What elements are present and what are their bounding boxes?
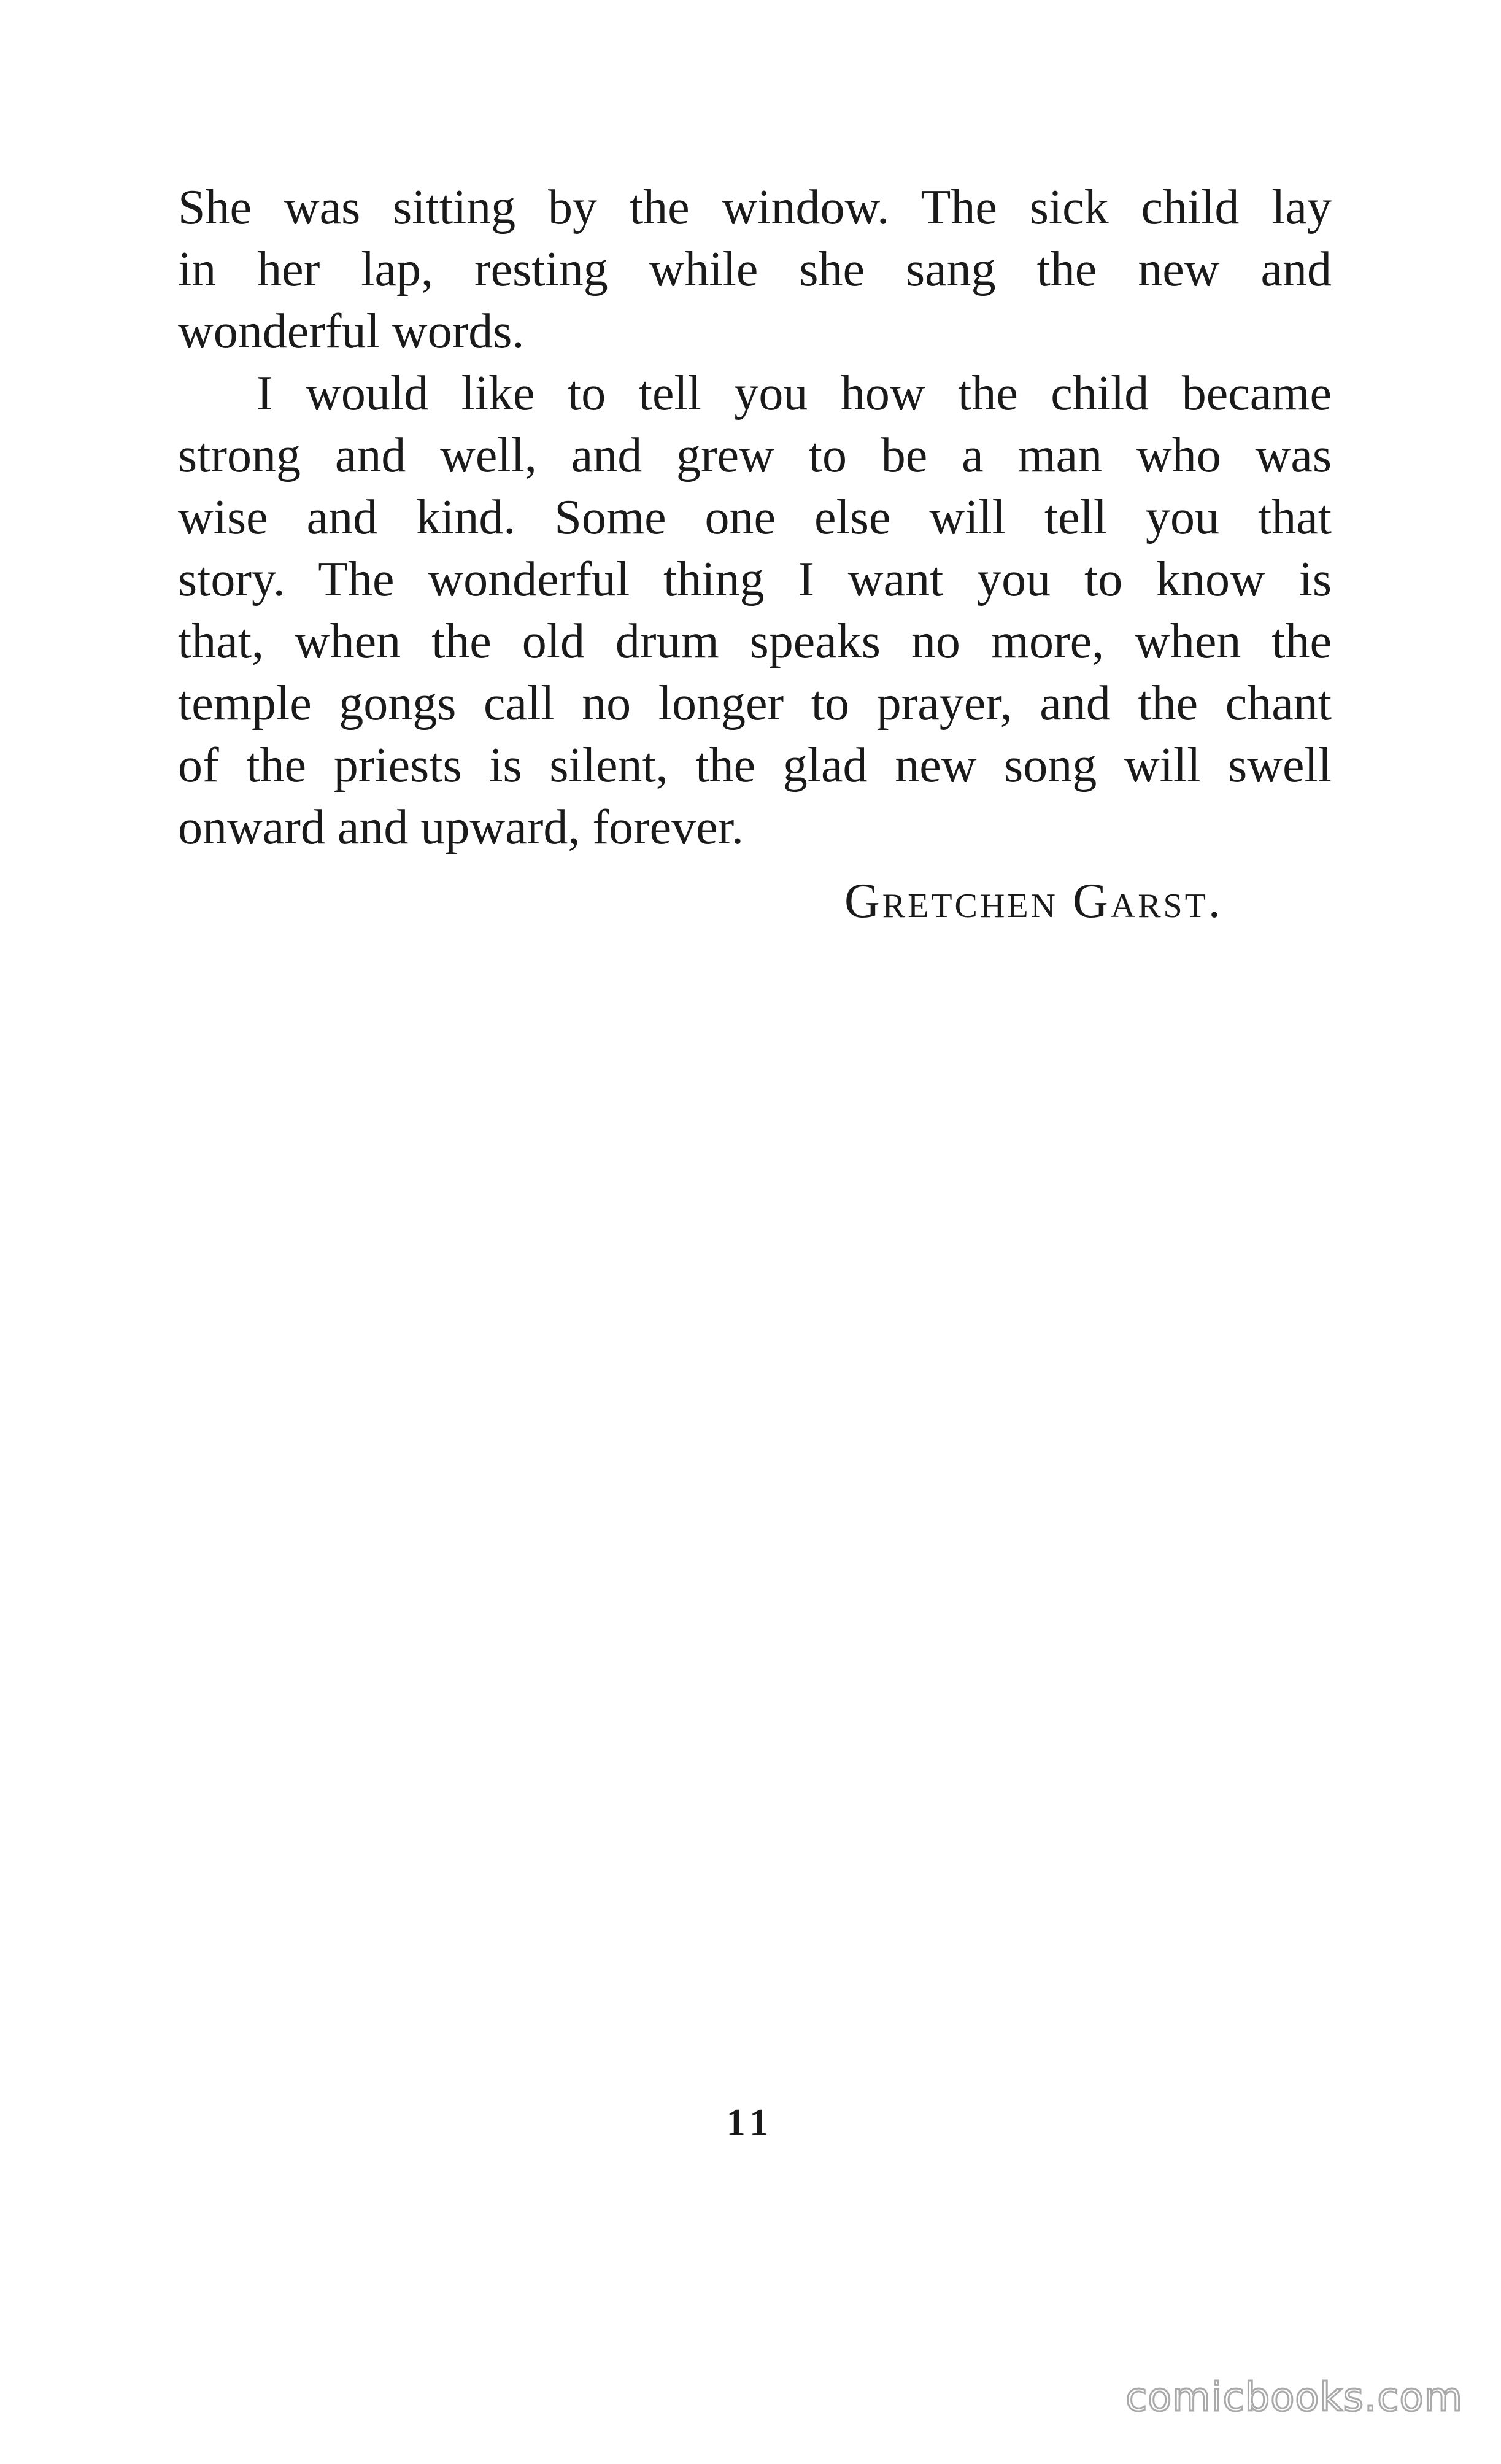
body-text [178,177,1332,859]
text-line: She was sitting by the window. The sick child lay [178,180,1332,234]
text-line: in her lap, resting while she sang the new and [178,242,1332,296]
page-number: 11 [726,2102,775,2144]
text-line: wonderful words. [178,304,525,358]
watermark: comicbooks.com [1125,2375,1463,2420]
text-line: wise and kind. Some one else will tell you that [178,490,1332,544]
text-line: I would like to tell you how the child became [257,366,1332,420]
text-line: story. The wonderful thing I want you to know is [178,552,1332,606]
text-line: strong and well, and grew to be a man who was [178,428,1332,482]
text-line: onward and upward, forever. [178,800,744,854]
text-line: temple gongs call no longer to prayer, and the chant [178,676,1332,730]
text-line: that, when the old drum speaks no more, when the [178,614,1332,668]
text-line: of the priests is silent, the glad new song will swell [178,738,1332,792]
author-signature: Gretchen Garst. [844,874,1223,928]
